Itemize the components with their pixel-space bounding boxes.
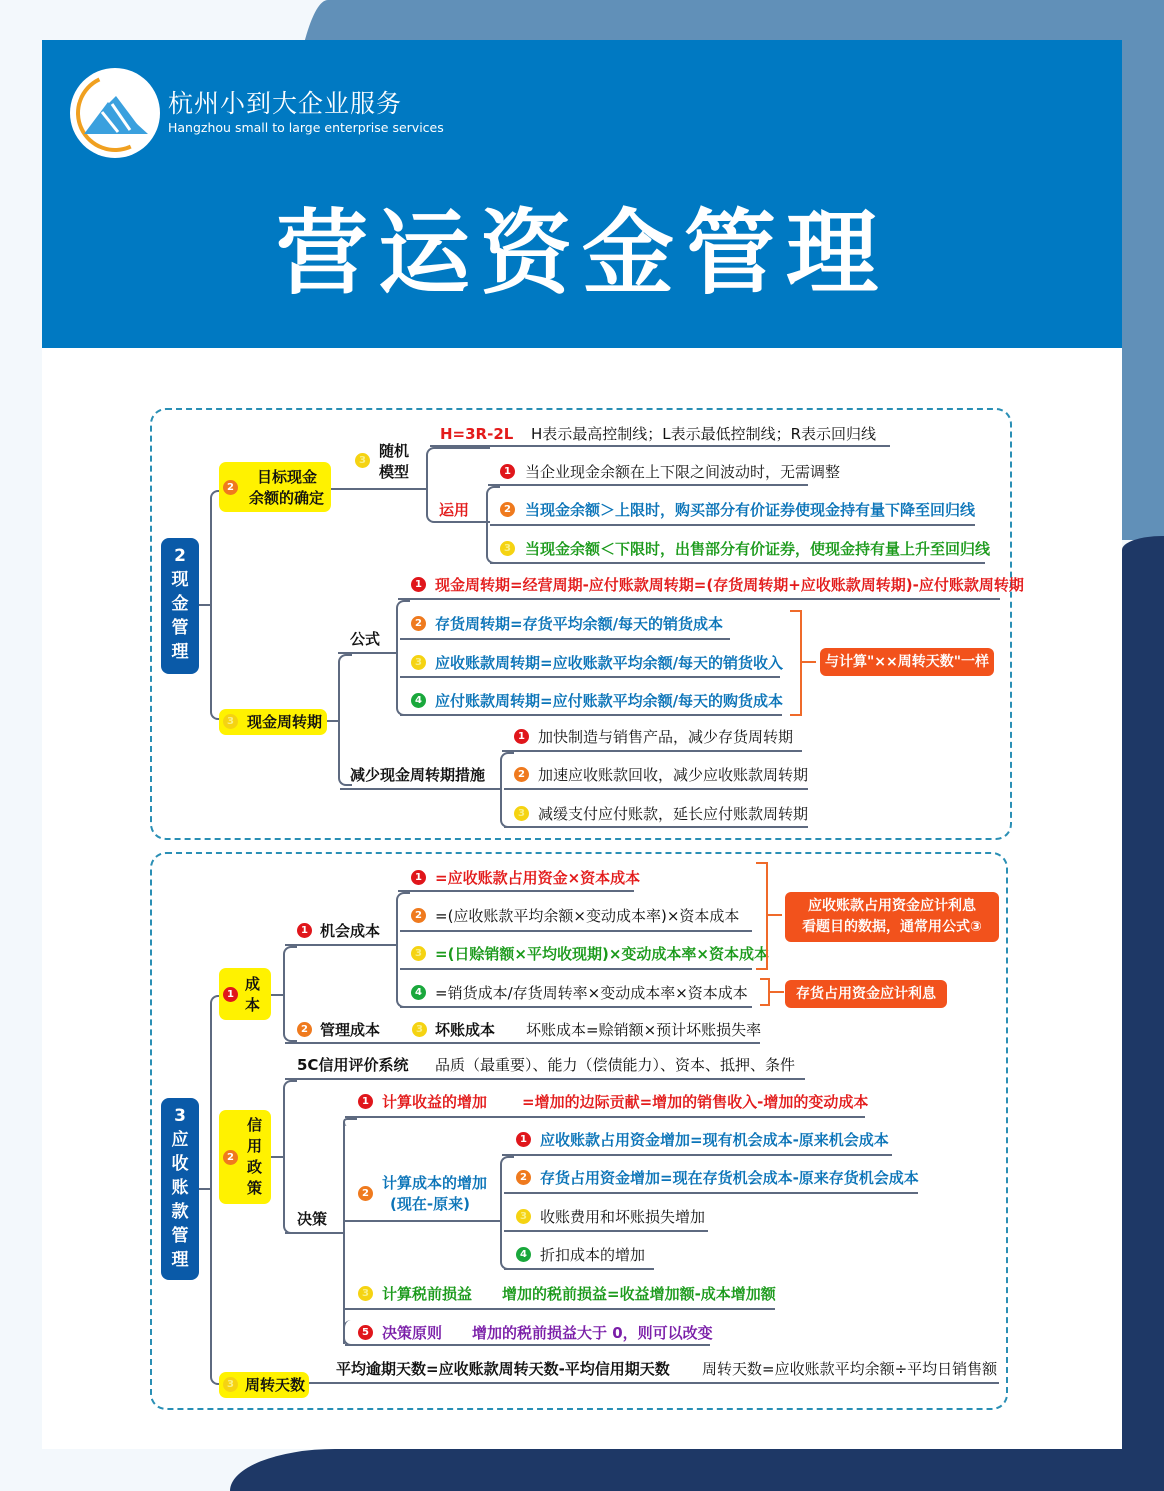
node-turnover-days: [219, 1372, 309, 1398]
node-management-cost: 管理成本: [320, 1021, 381, 1039]
node-random-model: 随机: [379, 442, 410, 460]
decoration: 款: [171, 1202, 189, 1222]
connector-line: [490, 562, 985, 564]
decoration: 应收账款占用资金应计利息: [808, 898, 976, 914]
connector-line: [400, 638, 730, 640]
number-badge-icon: 1: [223, 987, 238, 1002]
brand-name-cn: 杭州小到大企业服务: [168, 89, 403, 118]
decoration: 金: [171, 594, 189, 614]
node-income-increase: 计算收益的增加: [382, 1093, 488, 1111]
node-text: 本: [245, 996, 261, 1014]
node-text: =应收账款占用资金×资本成本: [435, 869, 641, 887]
number-badge-icon: 1: [411, 577, 426, 592]
node-text: 增加的税前损益=收益增加额-成本增加额: [502, 1285, 776, 1303]
node-text: 增加的税前损益大于 0，则可以改变: [472, 1324, 713, 1342]
node-text: =增加的边际贡献=增加的销售收入-增加的变动成本: [522, 1093, 869, 1111]
node-text: 存货占用资金增加=现在存货机会成本-原来存货机会成本: [540, 1169, 919, 1187]
note-ar-interest: [785, 892, 999, 942]
node-text: 政: [247, 1158, 263, 1176]
connector-line: [309, 1382, 999, 1384]
node-text: 折扣成本的增加: [540, 1246, 646, 1264]
formula-turnover-days: 周转天数=应收账款平均余额÷平均日销售额: [702, 1360, 998, 1378]
decoration: 理: [171, 1250, 189, 1270]
node-cash-cycle: [219, 709, 327, 735]
connector-line: [345, 1116, 865, 1118]
node-bad-debt-cost: 坏账成本: [435, 1021, 496, 1039]
header-banner: [42, 40, 1122, 348]
node-text: =销货成本/存货周转率×变动成本率×资本成本: [435, 984, 748, 1002]
connector-line: [345, 1344, 710, 1346]
connector-line: [504, 1192, 918, 1194]
node-opportunity-cost: 机会成本: [320, 922, 381, 940]
number-badge-icon: 3: [411, 946, 426, 961]
number-badge-icon: 3: [411, 655, 426, 670]
node-credit-policy: [219, 1110, 271, 1204]
number-badge-icon: 2: [411, 616, 426, 631]
connector-line: [343, 1118, 357, 1126]
node-text: 当企业现金余额在上下限之间波动时，无需调整: [525, 463, 841, 481]
decoration: 账: [171, 1178, 189, 1198]
connector-line: [285, 944, 397, 946]
node-reduce-measures: 减少现金周转期措施: [350, 766, 486, 784]
number-badge-icon: 1: [500, 464, 515, 479]
node-text: =(应收账款平均余额×变动成本率)×资本成本: [435, 907, 740, 925]
connector-line: [285, 1232, 343, 1234]
number-badge-icon: 5: [358, 1325, 373, 1340]
number-badge-icon: 3: [500, 541, 515, 556]
connector-line: [398, 890, 634, 892]
connector-line: [283, 946, 297, 1042]
number-badge-icon: 2: [500, 502, 515, 517]
mountain-logo-icon: [70, 68, 160, 158]
node-text: 减缓支付应付账款，延长应付账款周转期: [538, 805, 809, 823]
background-shape-bottom: [1122, 536, 1164, 1491]
connector-line: [343, 1320, 357, 1346]
number-badge-icon: 3: [412, 1022, 427, 1037]
node-text: 成: [245, 975, 261, 993]
section-label-ar: [161, 1098, 199, 1280]
number-badge-icon: 2: [514, 767, 529, 782]
connector-line: [770, 991, 784, 993]
decoration: 理: [171, 642, 189, 662]
node-text: 模型: [379, 463, 410, 481]
connector-line: [400, 930, 752, 932]
node-text: 当现金余额＜下限时，出售部分有价证券，使现金持有量上升至回归线: [525, 540, 991, 558]
connector-line: [396, 600, 410, 716]
number-badge-icon: 1: [411, 870, 426, 885]
node-formula: 公式: [350, 630, 381, 648]
connector-line: [504, 826, 808, 828]
node-text: 存货周转期=存货平均余额/每天的销货成本: [435, 615, 724, 633]
node-text: 收账费用和坏账损失增加: [540, 1208, 706, 1226]
connector-line: [504, 1230, 708, 1232]
connector-line: [400, 1006, 752, 1008]
connector-line: [345, 1220, 501, 1222]
connector-line: [504, 788, 808, 790]
number-badge-icon: 3: [358, 1286, 373, 1301]
node-text: H表示最高控制线；L表示最低控制线；R表示回归线: [531, 425, 877, 443]
connector-line: [802, 661, 816, 663]
bracket-connector: [756, 862, 768, 970]
number-badge-icon: 2: [223, 480, 238, 495]
bracket-connector: [790, 610, 802, 716]
number-badge-icon: 4: [516, 1247, 531, 1262]
note-inventory-interest: 存货占用资金应计利息: [785, 980, 947, 1008]
connector-line: [504, 1268, 654, 1270]
number-badge-icon: 2: [411, 908, 426, 923]
connector-line: [283, 1080, 297, 1234]
node-target-cash: [219, 462, 331, 512]
node-text: 策: [247, 1179, 263, 1197]
number-badge-icon: 1: [297, 923, 312, 938]
decoration: 现: [171, 570, 189, 590]
connector-line: [210, 490, 224, 720]
connector-line: [502, 1154, 892, 1156]
decoration: 管: [171, 618, 189, 638]
formula-h: H=3R-2L: [440, 425, 514, 443]
connector-line: [340, 788, 500, 790]
connector-line: [285, 1078, 805, 1080]
background-strip-right: [1122, 0, 1164, 540]
node-text: 余额的确定: [249, 489, 325, 507]
decoration: 管: [171, 1226, 189, 1246]
connector-line: [398, 598, 1000, 600]
node-text: 信: [247, 1116, 263, 1134]
section-label-cash: [161, 538, 199, 674]
bracket-connector: [760, 978, 770, 1006]
decoration: [70, 68, 160, 158]
number-badge-icon: 2: [223, 1150, 238, 1165]
connector-line: [343, 1122, 345, 1344]
node-pretax-profit: 计算税前损益: [382, 1285, 473, 1303]
number-badge-icon: 1: [514, 729, 529, 744]
connector-line: [400, 676, 780, 678]
number-badge-icon: 2: [297, 1022, 312, 1037]
number-badge-icon: 2: [516, 1170, 531, 1185]
node-text: 坏账成本=赊销额×预计坏账损失率: [526, 1021, 762, 1039]
number-badge-icon: 3: [355, 453, 370, 468]
connector-line: [345, 1308, 775, 1310]
connector-line: [490, 524, 975, 526]
connector-line: [500, 752, 514, 828]
node-cost-increase: 计算成本的增加: [382, 1174, 488, 1192]
node-text: 当现金余额＞上限时，购买部分有价证券使现金持有量下降至回归线: [525, 501, 976, 519]
node-text: 现金周转期: [247, 713, 323, 731]
number-badge-icon: 3: [514, 806, 529, 821]
connector-line: [430, 445, 890, 447]
node-text: (现在-原来): [390, 1195, 470, 1213]
brand-name-en: Hangzhou small to large enterprise services: [168, 120, 444, 135]
connector-line: [768, 914, 782, 916]
connector-line: [396, 892, 410, 1008]
connector-line: [502, 750, 802, 752]
decoration: 3: [174, 1106, 186, 1126]
node-text: 应收账款周转期=应收账款平均余额/每天的销货收入: [435, 654, 784, 672]
number-badge-icon: 1: [516, 1132, 531, 1147]
connector-line: [500, 1156, 514, 1270]
node-text: 应付账款周转期=应付账款平均余额/每天的购货成本: [435, 692, 784, 710]
decoration: 收: [171, 1154, 189, 1174]
number-badge-icon: 4: [411, 693, 426, 708]
number-badge-icon: 3: [223, 714, 238, 729]
page-title: 营运资金管理: [275, 200, 888, 307]
number-badge-icon: 3: [516, 1209, 531, 1224]
number-badge-icon: 2: [358, 1186, 373, 1201]
node-text: 加速应收账款回收，减少应收账款周转期: [538, 766, 809, 784]
decoration: 应: [171, 1130, 189, 1150]
node-text: =(日赊销额×平均收现期)×变动成本率×资本成本: [435, 945, 769, 963]
node-5c-system: 5C信用评价系统: [297, 1056, 409, 1074]
connector-line: [400, 968, 752, 970]
note-same-as-turnover-days: 与计算"××周转天数"一样: [820, 648, 994, 676]
node-text: 周转天数: [245, 1376, 306, 1394]
node-apply: 运用: [439, 501, 470, 519]
node-decision-principle: 决策原则: [382, 1324, 443, 1342]
node-text: 品质（最重要）、能力（偿债能力）、资本、抵押、条件: [435, 1056, 796, 1074]
connector-line: [400, 714, 782, 716]
node-text: 现金周转期=经营周期-应付账款周转期=(存货周转期+应收账款周转期)-应付账款周转期: [435, 576, 1024, 594]
node-text: 应收账款占用资金增加=现有机会成本-原来机会成本: [540, 1131, 889, 1149]
background-wave-bottom: [230, 1449, 1164, 1491]
node-text: 用: [247, 1137, 263, 1155]
node-text: 目标现金: [257, 468, 318, 486]
node-decision: 决策: [297, 1210, 328, 1228]
node-cost: [219, 968, 271, 1020]
connector-line: [338, 652, 398, 654]
decoration: 2: [174, 546, 186, 566]
number-badge-icon: 1: [358, 1094, 373, 1109]
number-badge-icon: 4: [411, 985, 426, 1000]
decoration: 看题目的数据，通常用公式③: [802, 919, 982, 935]
number-badge-icon: 3: [223, 1377, 238, 1392]
node-text: 加快制造与销售产品，减少存货周转期: [538, 728, 794, 746]
formula-avg-overdue-days: 平均逾期天数=应收账款周转天数-平均信用期天数: [336, 1360, 670, 1378]
connector-line: [488, 484, 808, 486]
connector-line: [285, 1042, 760, 1044]
connector-line: [331, 488, 427, 490]
